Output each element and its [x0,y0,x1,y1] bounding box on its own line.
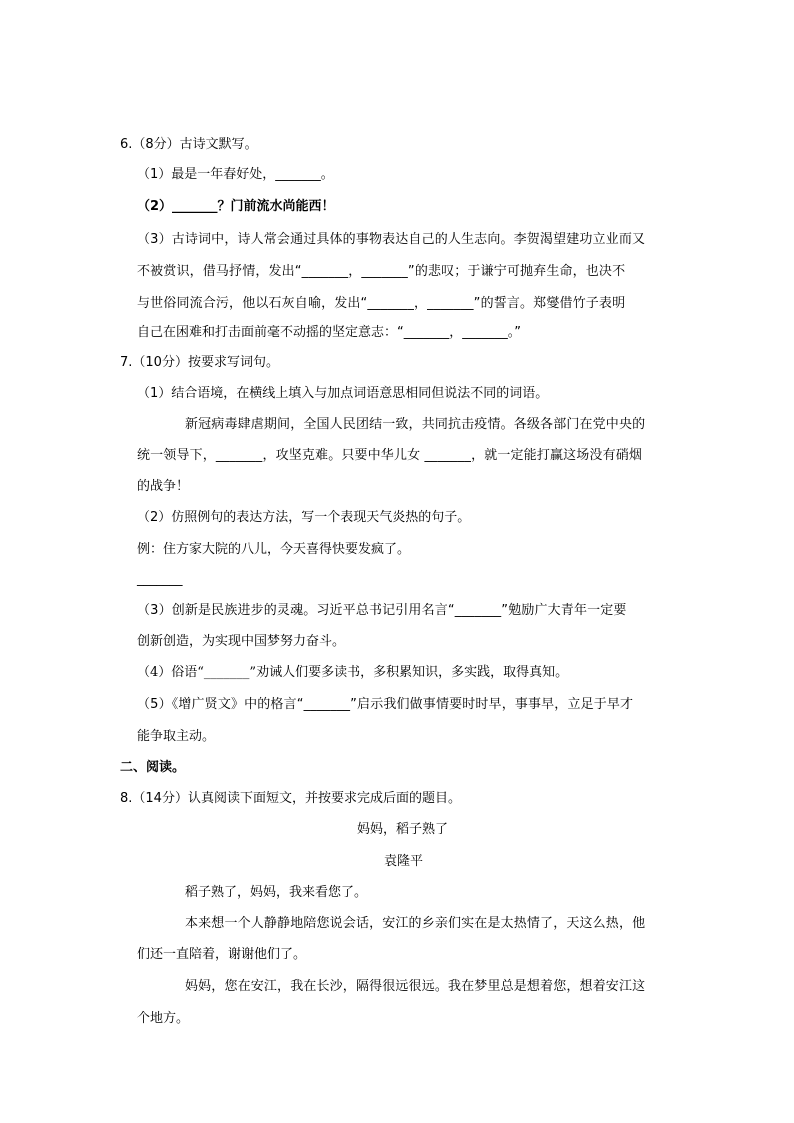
q7-part4: （4）俗语“_______”劝诫人们要多读书，多积累知识，多实践，取得真知。 [137,665,569,680]
q7-part3-line2: 创新创造，为实现中国梦努力奋斗。 [137,634,346,649]
section-heading-reading: 二、阅读。 [120,760,186,775]
q7-part1-text-line2: 统一领导下，_______，攻坚克难。只要中华儿女 _______，就一定能打赢这场没有硝烟 [137,448,643,463]
q7-part2: （2）仿照例句的表达方法，写一个表现天气炎热的句子。 [137,510,471,525]
q7-part2-example: 例：住方家大院的八儿，今天喜得快要发疯了。 [137,542,411,557]
article-paragraph-2-line2: 们还一直陪着，谢谢他们了。 [137,947,307,962]
article-paragraph-2-line1: 本来想一个人静静地陪您说会话，安江的乡亲们实在是太热情了，天这么热，他 [185,916,646,931]
article-paragraph-3-line1: 妈妈，您在安江，我在长沙，隔得很远很远。我在梦里总是想着您，想着安江这 [185,979,646,994]
q7-header: 7.（10分）按要求写词句。 [120,355,279,370]
q7-part1: （1）结合语境，在横线上填入与加点词语意思相同但说法不同的词语。 [137,386,549,401]
q7-part3-line1: （3）创新是民族进步的灵魂。习近平总书记引用名言“_______”勉励广大青年一定要 [137,603,627,618]
q7-part1-text-line3: 的战争！ [137,479,190,494]
q7-part5-line1: （5）《增广贤文》中的格言“_______”启示我们做事情要时时早，事事早，立足于早才 [137,697,634,712]
q6-part3-line1: （3）古诗词中，诗人常会通过具体的事物表达自己的人生志向。李贺渴望建功立业而又 [137,232,646,247]
q8-header: 8.（14分）认真阅读下面短文，并按要求完成后面的题目。 [120,791,461,806]
q7-part5-line2: 能争取主动。 [137,729,216,744]
article-title: 妈妈，稻子熟了 [357,822,449,837]
q6-header: 6.（8分）古诗文默写。 [120,137,258,152]
q6-part1: （1）最是一年春好处，_______。 [137,167,334,182]
q7-part2-answer-blank: _______ [137,572,183,587]
article-paragraph-3-line2: 个地方。 [137,1011,190,1026]
q6-part3-line2: 不被赏识，借马抒情，发出“_______，_______”的悲叹；于谦宁可抛弃生命，也决不 [137,264,626,279]
article-paragraph-1: 稻子熟了，妈妈，我来看您了。 [185,885,368,900]
article-author: 袁隆平 [384,854,424,869]
q6-part3-line3: 与世俗同流合污，他以石灰自喻，发出“_______，_______”的誓言。郑燮借竹子表明 [137,296,626,311]
q6-part3-line4: 自己在困难和打击面前毫不动摇的坚定意志：“_______，_______。” [137,325,521,340]
q7-part1-text-line1: 新冠病毒肆虐期间，全国人民团结一致，共同抗击疫情。各级各部门在党中央的 [185,417,646,432]
q6-part2: （2）_______？门前流水尚能西！ [137,199,335,214]
